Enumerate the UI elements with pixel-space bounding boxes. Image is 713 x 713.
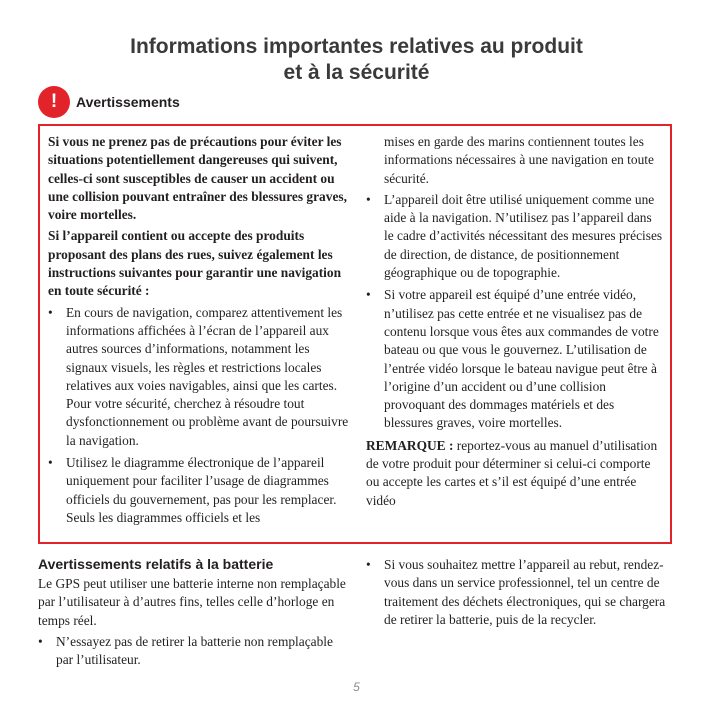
bullet-glyph: • xyxy=(366,557,371,572)
warnings-header xyxy=(38,86,180,118)
list-item xyxy=(366,191,664,282)
battery-bullet-2: Si vous souhaitez mettre l’appareil au rebut, rendez-vous dans un service professionnel, tel un centre de traitement des déchets électroniques, qui se chargera de retirer la batterie, puis de la recycler. xyxy=(384,557,666,627)
warnings-heading: Avertissements xyxy=(76,94,180,110)
bullet-glyph: • xyxy=(48,304,53,320)
list-item xyxy=(48,454,350,527)
warning-bullet-2: Utilisez le diagramme électronique de l’appareil uniquement pour faciliter l’usage de diagrammes officiels du gouvernement, pas pour les remplacer. Seuls les diagrammes officiels et les xyxy=(66,455,337,525)
warning-bullet-2-continued: mises en garde des marins contiennent toutes les informations nécessaires à une navigation en toute sécurité. xyxy=(384,134,654,186)
page-title xyxy=(0,34,713,86)
page-title-line2: et à la sécurité xyxy=(283,61,430,84)
list-item xyxy=(366,556,672,629)
warning-bullet-4: Si votre appareil est équipé d’une entrée vidéo, n’utilisez pas cette entrée et ne visualisez pas de contenu lorsque vous êtes aux commandes de votre bateau ou que vous le gouvernez. L’utilisation de l’entrée vidéo lorsque le bateau navigue peut être à l’origine d’un accident ou d’une collision provoquant des dommages matériels et des blessures graves, voire mortelles. xyxy=(384,287,659,431)
warnings-right-column xyxy=(366,133,664,513)
warnings-left-column xyxy=(48,133,350,531)
battery-intro: Le GPS peut utiliser une batterie interne non remplaçable par l’utilisateur à d’autres fins, telles celle d’horloge en temps réel. xyxy=(38,576,346,628)
list-item xyxy=(38,633,348,670)
exclamation-glyph: ! xyxy=(50,91,58,112)
warnings-intro-1: Si vous ne prenez pas de précautions pour éviter les situations potentiellement dangereuses qui suivent, celles-ci sont susceptibles de causer un accident ou une collision pouvant entraîner des blessures graves, voire mortelles. xyxy=(48,134,347,223)
bullet-glyph: • xyxy=(366,191,371,207)
warning-bullet-1: En cours de navigation, comparez attentivement les informations affichées à l’écran de l’appareil aux autres sources d’informations, notamment les signaux visuels, les règles et restrictions locales relatives aux voies navigables, ainsi que les cartes. Pour votre sécurité, cherchez à résoudre tout dysfonctionnement ou problème avant de poursuivre la navigation. xyxy=(66,304,349,448)
warnings-intro-2: Si l’appareil contient ou accepte des produits proposant des plans des rues, suivez également les instructions suivantes pour garantir une navigation en toute sécurité : xyxy=(48,228,342,299)
battery-heading: Avertissements relatifs à la batterie xyxy=(38,556,274,572)
warning-bullet-3: L’appareil doit être utilisé uniquement comme une aide à la navigation. N’utilisez pas l’appareil dans le cadre d’activités nécessitant des mesures précises de direction, de distance, de positionnement géographique ou de topographie. xyxy=(384,191,663,281)
page-number: 5 xyxy=(353,680,360,694)
page-title-line1: Informations importantes relatives au produit xyxy=(130,35,583,58)
battery-bullet-1: N’essayez pas de retirer la batterie non remplaçable par l’utilisateur. xyxy=(56,633,333,668)
remark xyxy=(366,437,664,510)
battery-left-column xyxy=(38,575,348,673)
bullet-glyph: • xyxy=(48,455,53,471)
list-item xyxy=(366,286,664,432)
bullet-glyph: • xyxy=(366,287,371,303)
bullet-glyph: • xyxy=(38,633,43,649)
exclamation-icon xyxy=(38,86,70,118)
remark-text: reportez-vous au manuel d’utilisation de votre produit pour déterminer si celui-ci comporte ou accepte les cartes et s’il est équipé d’une entrée vidéo xyxy=(366,437,658,508)
battery-right-column xyxy=(366,556,672,633)
list-item xyxy=(48,304,350,450)
remark-label: REMARQUE : xyxy=(366,437,454,453)
